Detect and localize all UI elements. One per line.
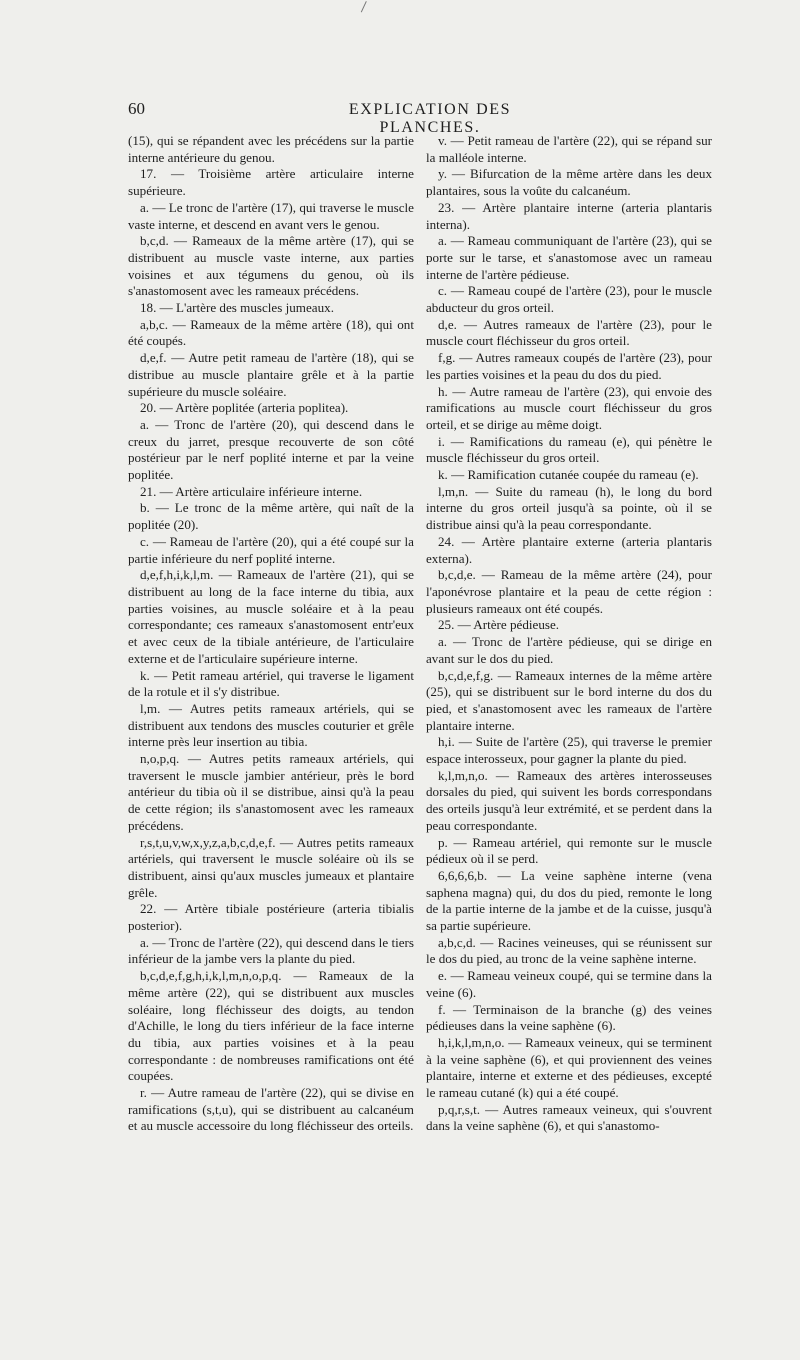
paragraph: 18. — L'artère des muscles jumeaux. xyxy=(140,300,334,316)
paragraph: a. — Tronc de l'artère (22), qui descend dans le tiers inférieur de la jambe vers la plante du pied. xyxy=(128,934,414,967)
paragraph: l,m. — Autres petits rameaux artériels, qui se distribuent aux tendons des muscles couturier et grêle interne près leur insertion au tibia. xyxy=(128,700,414,750)
paragraph: r,s,t,u,v,w,x,y,z,a,b,c,d,e,f. — Autres petits rameaux artériels, qui traversent le muscle soléaire où ils se distribuent, ainsi qu'aux muscles jumeaux et plantaire grêle. xyxy=(128,834,414,900)
paragraph: v. — Petit rameau de l'artère (22), qui se répand sur la malléole interne. xyxy=(426,133,712,165)
paragraph: f,g. — Autres rameaux coupés de l'artère (23), pour les parties voisines et la peau du dos du pied. xyxy=(426,350,712,382)
paragraph: b,c,d,e,f,g,h,i,k,l,m,n,o,p,q. — Rameaux de la même artère (22), qui se distribuent aux muscles soléaire, long fléchisseur des doigts, au tendon d'Achille, le long du tiers inférieur de la face interne du tibia, aux parties voisines et à la peau correspondante : de nombreuses ramifications ont été coupées. xyxy=(128,968,414,1084)
paragraph: e. — Rameau veineux coupé, qui se termine dans la veine (6). xyxy=(426,968,712,1000)
running-head: EXPLICATION DES PLANCHES. xyxy=(348,101,512,136)
paragraph: b,c,d. — Rameaux de la même artère (17), qui se distribuent au muscle vaste interne, aux parties voisines et aux tégumens du genou, où ils s'anastomosent avec les rameaux précédens. xyxy=(128,233,414,299)
right-column xyxy=(426,133,712,1135)
paragraph: 6,6,6,6,b. — La veine saphène interne (vena saphena magna) qui, du dos du pied, remonte le long de la partie interne de la jambe et de la cuisse, jusqu'à sa partie supérieure. xyxy=(426,867,712,934)
paragraph: 20. — Artère poplitée (arteria poplitea). xyxy=(140,400,349,416)
paragraph: 25. — Artère pédieuse. xyxy=(438,617,560,633)
paragraph: l,m,n. — Suite du rameau (h), le long du bord interne du gros orteil jusqu'à sa pointe, où il se distribue ainsi qu'à la peau correspondante. xyxy=(426,483,712,533)
paragraph: h. — Autre rameau de l'artère (23), qui envoie des ramifications au muscle court fléchisseur du gros orteil, et se dirige au même doigt. xyxy=(426,383,712,432)
paragraph: p,q,r,s,t. — Autres rameaux veineux, qui s'ouvrent dans la veine saphène (6), et qui s'anastomo- xyxy=(426,1101,712,1134)
paragraph: c. — Rameau coupé de l'artère (23), pour le muscle abducteur du gros orteil. xyxy=(426,283,712,316)
paragraph: 24. — Artère plantaire externe (arteria plantaris externa). xyxy=(426,533,712,566)
left-column xyxy=(128,133,414,1135)
paragraph: b,c,d,e. — Rameau de la même artère (24), pour l'aponévrose plantaire et la peau de cette région : plusieurs rameaux ont été coupés. xyxy=(426,567,712,616)
paragraph: a. — Le tronc de l'artère (17), qui traverse le muscle vaste interne, et descend en avant vers le genou. xyxy=(128,199,414,232)
paragraph: 21. — Artère articulaire inférieure interne. xyxy=(140,483,363,499)
stray-pen-mark xyxy=(361,1,372,15)
paragraph: 17. — Troisième artère articulaire interne supérieure. xyxy=(128,166,414,199)
paragraph: k. — Petit rameau artériel, qui traverse le ligament de la rotule et il s'y distribue. xyxy=(128,667,414,700)
paragraph: 23. — Artère plantaire interne (arteria plantaris interna). xyxy=(426,199,712,232)
paragraph: h,i. — Suite de l'artère (25), qui traverse le premier espace interosseux, pour gagner la plante du pied. xyxy=(426,734,712,767)
paragraph: d,e,f,h,i,k,l,m. — Rameaux de l'artère (21), qui se distribuent au long de la face interne du tibia, aux parties voisines, au muscle soléaire et à la peau correspondante; ces rameaux s'anastomosent entr'eux et avec ceux de la tibiale antérieure, de l'articulaire externe et de l'articulaire supérieure interne. xyxy=(128,567,414,666)
page-number: 60 xyxy=(128,99,145,118)
paragraph: k,l,m,n,o. — Rameaux des artères interosseuses dorsales du pied, qui suivent les bords correspondans des orteils jusqu'à leur extrémité, et se perdent dans la peau correspondante. xyxy=(426,767,712,833)
paragraph: r. — Autre rameau de l'artère (22), qui se divise en ramifications (s,t,u), qui se distribuent au calcanéum et au muscle accessoire du long fléchisseur des orteils. xyxy=(128,1085,414,1134)
paragraph: a. — Tronc de l'artère pédieuse, qui se dirige en avant sur le dos du pied. xyxy=(426,634,712,666)
paragraph: 22. — Artère tibiale postérieure (arteria tibialis posterior). xyxy=(128,901,414,934)
paragraph: a,b,c. — Rameaux de la même artère (18), qui ont été coupés. xyxy=(128,316,414,349)
paragraph: p. — Rameau artériel, qui remonte sur le muscle pédieux où il se perd. xyxy=(426,834,712,867)
paragraph: i. — Ramifications du rameau (e), qui pénètre le muscle fléchisseur du gros orteil. xyxy=(426,433,712,466)
paragraph: b. — Le tronc de la même artère, qui naît de la poplitée (20). xyxy=(128,500,414,533)
paragraph: d,e. — Autres rameaux de l'artère (23), pour le muscle court fléchisseur du gros orteil. xyxy=(426,316,712,349)
paragraph: (15), qui se répandent avec les précédens sur la partie interne antérieure du genou. xyxy=(128,133,414,165)
paragraph: a,b,c,d. — Racines veineuses, qui se réunissent sur le dos du pied, au tronc de la veine saphène interne. xyxy=(426,934,712,967)
paragraph: a. — Rameau communiquant de l'artère (23), qui se porte sur le tarse, et s'anastomose avec un rameau interne de l'artère pédieuse. xyxy=(426,233,712,282)
paragraph: d,e,f. — Autre petit rameau de l'artère (18), qui se distribue au muscle plantaire grêle et à la partie supérieure du muscle soléaire. xyxy=(128,350,414,399)
paragraph: h,i,k,l,m,n,o. — Rameaux veineux, qui se terminent à la veine saphène (6), et qui proviennent des veines plantaire, interne et externe et des pédieuses, excepté le rameau cutané (k) qui a été coupé. xyxy=(426,1034,712,1101)
paragraph: y. — Bifurcation de la même artère dans les deux plantaires, sous la voûte du calcanéum. xyxy=(426,166,712,199)
paragraph: c. — Rameau de l'artère (20), qui a été coupé sur la partie inférieure du nerf poplité interne. xyxy=(128,533,414,566)
paragraph: a. — Tronc de l'artère (20), qui descend dans le creux du jarret, presque recouverte de son côté postérieur par le nerf poplité interne et par la veine poplitée. xyxy=(128,416,414,483)
paragraph: n,o,p,q. — Autres petits rameaux artériels, qui traversent le muscle jambier antérieur, près le bord antérieur du tibia où il se distribue, ainsi qu'à la peau de cette région; ils s'anastomosent avec les rameaux précédens. xyxy=(128,751,414,833)
paragraph: k. — Ramification cutanée coupée du rameau (e). xyxy=(438,467,699,483)
paragraph: b,c,d,e,f,g. — Rameaux internes de la même artère (25), qui se distribuent sur le bord interne du dos du pied, et s'anastomosent avec les rameaux de l'artère plantaire interne. xyxy=(426,667,712,733)
paragraph: f. — Terminaison de la branche (g) des veines pédieuses dans la veine saphène (6). xyxy=(426,1001,712,1034)
